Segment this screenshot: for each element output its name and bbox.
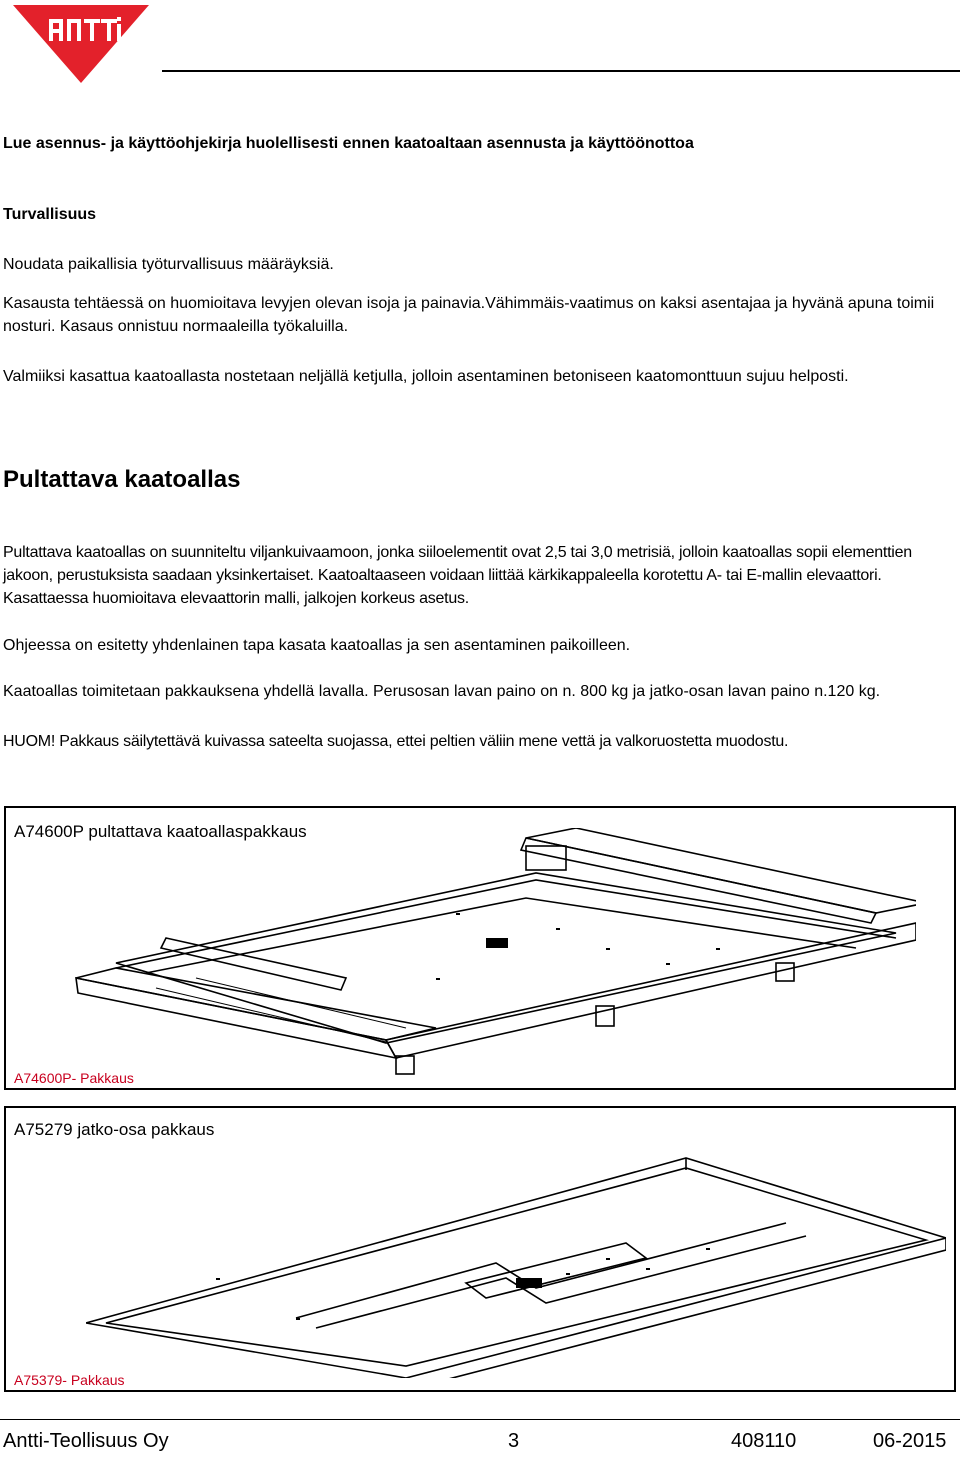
main-paragraph-2: Ohjeessa on esitetty yhdenlainen tapa kasata kaatoallas ja sen asentaminen paikoilleen. (3, 637, 631, 654)
figure-title: A75279 jatko-osa pakkaus (14, 1120, 215, 1139)
section-heading: Pultattava kaatoallas (3, 466, 241, 493)
figure-box-a75279 (4, 1106, 956, 1392)
header-rule (162, 70, 960, 72)
safety-paragraph-3: Valmiiksi kasattua kaatoallasta nostetaan neljällä ketjulla, jolloin asentaminen betoniseen kaatomonttuun sujuu helposti. (3, 368, 849, 385)
pallet-drawing-base (56, 828, 916, 1078)
antti-logo (13, 5, 149, 83)
footer-page-number: 3 (508, 1430, 520, 1452)
figure-title: A74600P pultattava kaatoallaspakkaus (14, 822, 307, 841)
safety-paragraph-2: Kasausta tehtäessä on huomioitava levyjen olevan isoja ja painavia.Vähimmäis-vaatimus on kaksi asentajaa ja hyvänä apuna toimii nosturi. Kasaus onnistuu normaaleilla työkaluilla. (3, 295, 935, 335)
footer-rule (0, 1419, 960, 1420)
figure-box-a74600p (4, 806, 956, 1090)
main-paragraph-3: Kaatoallas toimitetaan pakkauksena yhdellä lavalla. Perusosan lavan paino on n. 800 kg ja jatko-osan lavan paino n.120 kg. (3, 683, 881, 700)
figure-caption: A75379- Pakkaus (14, 1372, 125, 1388)
safety-paragraph-1: Noudata paikallisia työturvallisuus määräyksiä. (3, 256, 334, 273)
safety-heading: Turvallisuus (3, 206, 97, 223)
main-paragraph-1: Pultattava kaatoallas on suunniteltu viljankuivaamoon, jonka siiloelementit ovat 2,5 tai 3,0 metrisiä, jolloin kaatoallas sopii elementtien jakoon, perustuksista saadaan yksinkertaiset. Kaatoaltaaseen voidaan liittää kärkikappaleella korotettu A- tai E-mallin elevaattori. Kasattaessa huomioitava elevaattorin malli, jalkojen korkeus asetus. (3, 544, 912, 607)
pallet-drawing-extension (86, 1128, 946, 1378)
footer-company: Antti-Teollisuus Oy (3, 1430, 169, 1452)
footer-date: 06-2015 (873, 1430, 947, 1452)
footer-doc-number: 408110 (731, 1430, 797, 1452)
intro-instruction: Lue asennus- ja käyttöohjekirja huolellisesti ennen kaatoaltaan asennusta ja käyttöönottoa (3, 135, 694, 152)
figure-caption: A74600P- Pakkaus (14, 1070, 134, 1086)
main-paragraph-4: HUOM! Pakkaus säilytettävä kuivassa sateelta suojassa, ettei peltien väliin mene vettä ja valkoruostetta muodostu. (3, 733, 789, 750)
